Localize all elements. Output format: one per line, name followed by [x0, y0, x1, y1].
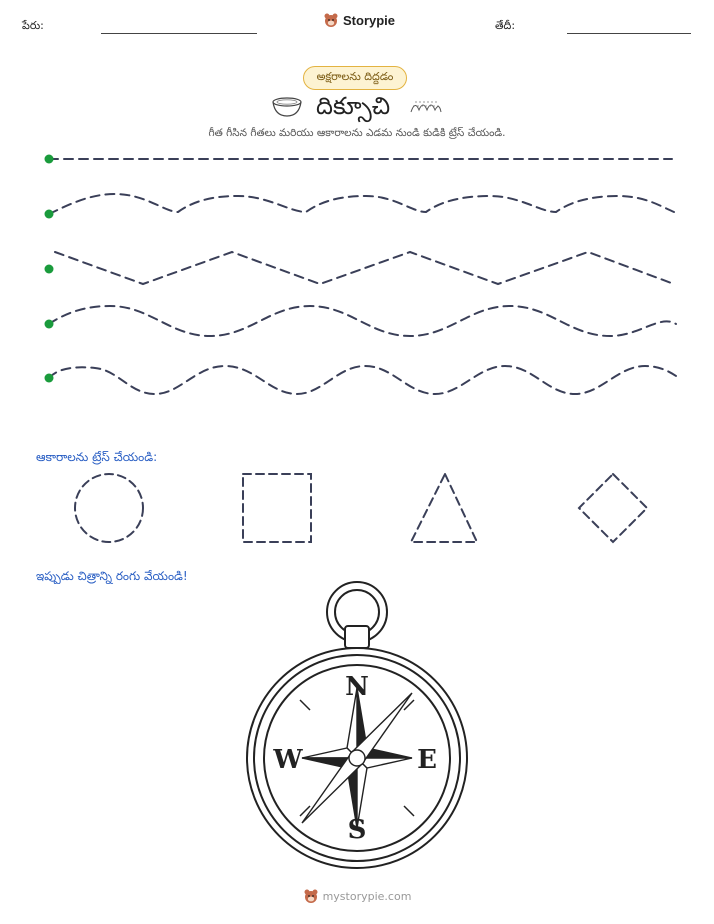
bear-icon	[303, 888, 319, 904]
tracing-lines[interactable]	[0, 140, 714, 400]
brand-name: Storypie	[343, 12, 396, 28]
diamond-icon	[579, 474, 647, 542]
bear-icon	[323, 12, 339, 28]
topic-badge: అక్షరాలను దిద్దడం	[303, 66, 407, 90]
coloring-heading: ఇప్పుడు చిత్రాన్ని రంగు వేయండి!	[36, 569, 188, 583]
name-line[interactable]	[101, 33, 257, 34]
compass-north: N	[345, 672, 369, 702]
name-label: పేరు:	[22, 19, 44, 32]
compass-east: E	[417, 745, 437, 775]
tracing-line-wave	[49, 306, 676, 336]
footer-site[interactable]: mystorypie.com	[322, 889, 412, 903]
bowl-icon	[271, 96, 303, 118]
tracing-line-bumps	[49, 366, 676, 394]
line-start-dot	[45, 265, 54, 274]
compass-south: S	[347, 815, 367, 845]
worksheet-title: దిక్సూచి	[316, 92, 391, 120]
brand-logo	[323, 12, 395, 28]
shapes-heading: ఆకారాలను ట్రేస్ చేయండి:	[36, 450, 158, 464]
doodle-icon	[409, 96, 443, 116]
circle-icon	[75, 474, 143, 542]
instruction-text: గీత గీసిన గీతలు మరియు ఆకారాలను ఎడమ నుండి కుడికి ట్రేస్ చేయండి.	[208, 127, 506, 139]
line-start-dot	[45, 320, 54, 329]
tracing-line-scallop	[49, 194, 674, 214]
tracing-line-zigzag	[55, 252, 674, 284]
footer	[0, 888, 714, 904]
line-start-dot	[45, 374, 54, 383]
date-line[interactable]	[567, 33, 691, 34]
date-label: తేదీ:	[495, 19, 516, 32]
tracing-shapes[interactable]	[0, 465, 714, 555]
triangle-icon	[411, 474, 477, 542]
line-start-dot	[45, 155, 54, 164]
compass-illustration[interactable]	[240, 578, 474, 873]
square-icon	[243, 474, 311, 542]
compass-west: W	[273, 745, 303, 775]
line-start-dot	[45, 210, 54, 219]
